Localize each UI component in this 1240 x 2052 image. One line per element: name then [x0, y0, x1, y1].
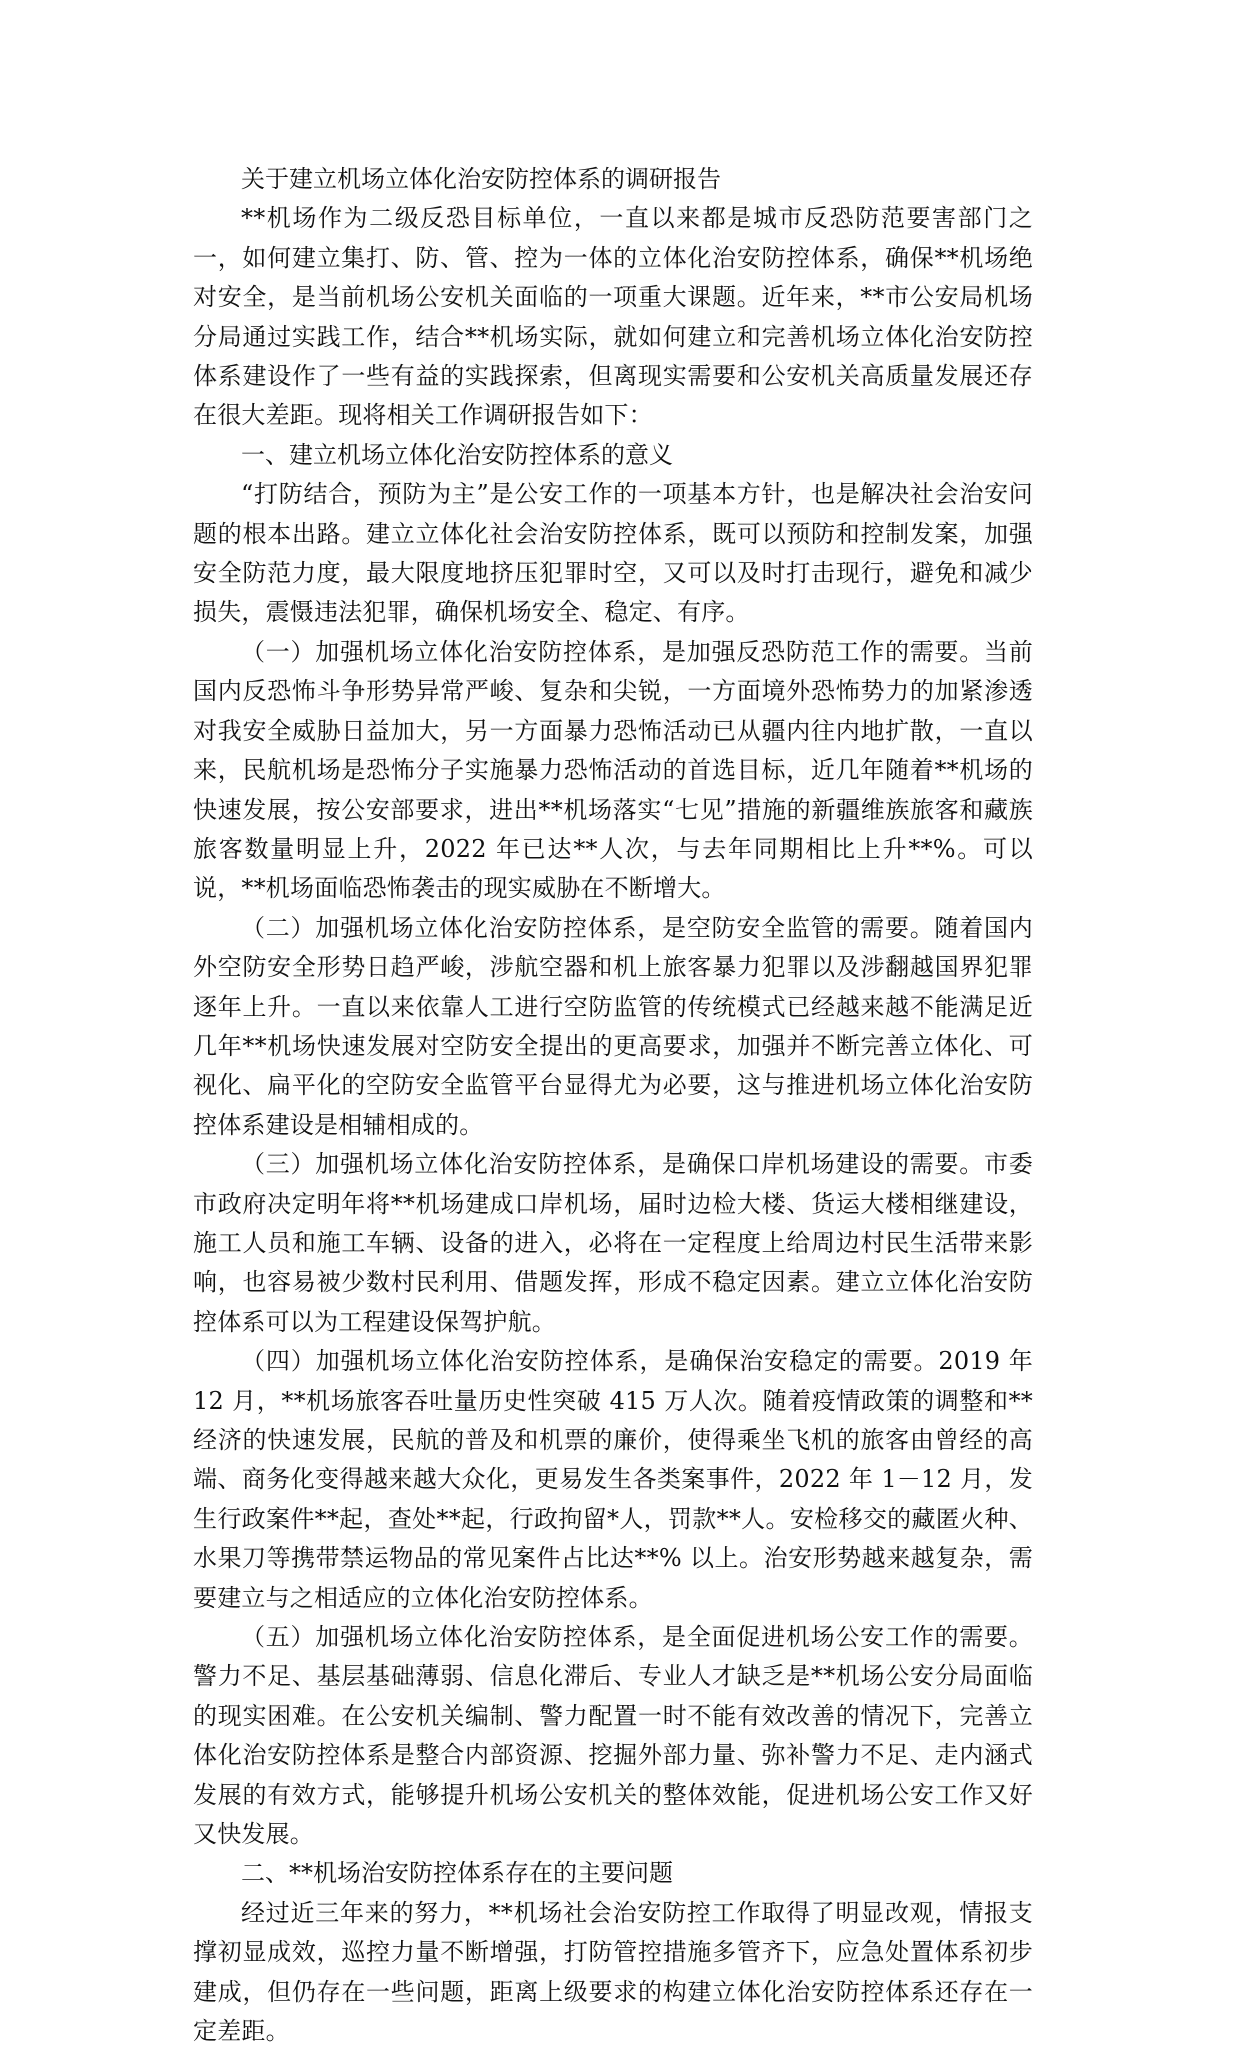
section-1-point-4: （四）加强机场立体化治安防控体系，是确保治安稳定的需要。2019 年 12 月，**机场旅客吞吐量历史性突破 415 万人次。随着疫情政策的调整和**经济的快速发展，民航的普及和机票的廉价，使得乘坐飞机的旅客由曾经的高端、商务化变得越来越大众化，更易发生各类案事件，2022 年 1－12 月，发生行政案件**起，查处**起，行政拘留*人，罚款**人。安检移交的藏匿火种、水果刀等携带禁运物品的常见案件占比达**% 以上。治安形势越来越复杂，需要建立与之相适应的立体化治安防控体系。: [193, 1347, 1033, 1612]
section-heading-1: 一、建立机场立体化治安防控体系的意义: [241, 440, 673, 469]
section-1-point-1: （一）加强机场立体化治安防控体系，是加强反恐防范工作的需要。当前国内反恐怖斗争形势异常严峻、复杂和尖锐，一方面境外恐怖势力的加紧渗透对我安全威胁日益加大，另一方面暴力恐怖活动已从疆内往内地扩散，一直以来，民航机场是恐怖分子实施暴力恐怖活动的首选目标，近几年随着**机场的快速发展，按公安部要求，进出**机场落实“七见”措施的新疆维族旅客和藏族旅客数量明显上升，2022 年已达**人次，与去年同期相比上升**%。可以说，**机场面临恐怖袭击的现实威胁在不断增大。: [193, 637, 1033, 903]
section-1-lead-paragraph: “打防结合，预防为主”是公安工作的一项基本方针，也是解决社会治安问题的根本出路。建立立体化社会治安防控体系，既可以预防和控制发案，加强安全防范力度，最大限度地挤压犯罪时空，又可以及时打击现行，避免和减少损失，震慑违法犯罪，确保机场安全、稳定、有序。: [193, 480, 1033, 627]
section-1-point-3: （三）加强机场立体化治安防控体系，是确保口岸机场建设的需要。市委市政府决定明年将**机场建成口岸机场，届时边检大楼、货运大楼相继建设，施工人员和施工车辆、设备的进入，必将在一定程度上给周边村民生活带来影响，也容易被少数村民利用、借题发挥，形成不稳定因素。建立立体化治安防控体系可以为工程建设保驾护航。: [193, 1150, 1033, 1336]
document-page: [193, 160, 1033, 2052]
section-1-point-5: （五）加强机场立体化治安防控体系，是全面促进机场公安工作的需要。警力不足、基层基础薄弱、信息化滞后、专业人才缺乏是**机场公安分局面临的现实困难。在公安机关编制、警力配置一时不能有效改善的情况下，完善立体化治安防控体系是整合内部资源、挖掘外部力量、弥补警力不足、走内涵式发展的有效方式，能够提升机场公安机关的整体效能，促进机场公安工作又好又快发展。: [193, 1623, 1033, 1849]
intro-paragraph: **机场作为二级反恐目标单位，一直以来都是城市反恐防范要害部门之一，如何建立集打、防、管、控为一体的立体化治安防控体系，确保**机场绝对安全，是当前机场公安机关面临的一项重大课题。近年来，**市公安局机场分局通过实践工作，结合**机场实际，就如何建立和完善机场立体化治安防控体系建设作了一些有益的实践探索，但离现实需要和公安机关高质量发展还存在很大差距。现将相关工作调研报告如下：: [193, 204, 1033, 430]
section-2-lead-paragraph: 经过近三年来的努力，**机场社会治安防控工作取得了明显改观，情报支撑初显成效，巡控力量不断增强，打防管控措施多管齐下，应急处置体系初步建成，但仍存在一些问题，距离上级要求的构建立体化治安防控体系还存在一定差距。: [193, 1898, 1033, 2046]
document-title: 关于建立机场立体化治安防控体系的调研报告: [241, 165, 721, 193]
section-heading-2: 二、**机场治安防控体系存在的主要问题: [241, 1859, 673, 1888]
section-1-point-2: （二）加强机场立体化治安防控体系，是空防安全监管的需要。随着国内外空防安全形势日趋严峻，涉航空器和机上旅客暴力犯罪以及涉翻越国界犯罪逐年上升。一直以来依靠人工进行空防监管的传统模式已经越来越不能满足近几年**机场快速发展对空防安全提出的更高要求，加强并不断完善立体化、可视化、扁平化的空防安全监管平台显得尤为必要，这与推进机场立体化治安防控体系建设是相辅相成的。: [193, 913, 1033, 1139]
